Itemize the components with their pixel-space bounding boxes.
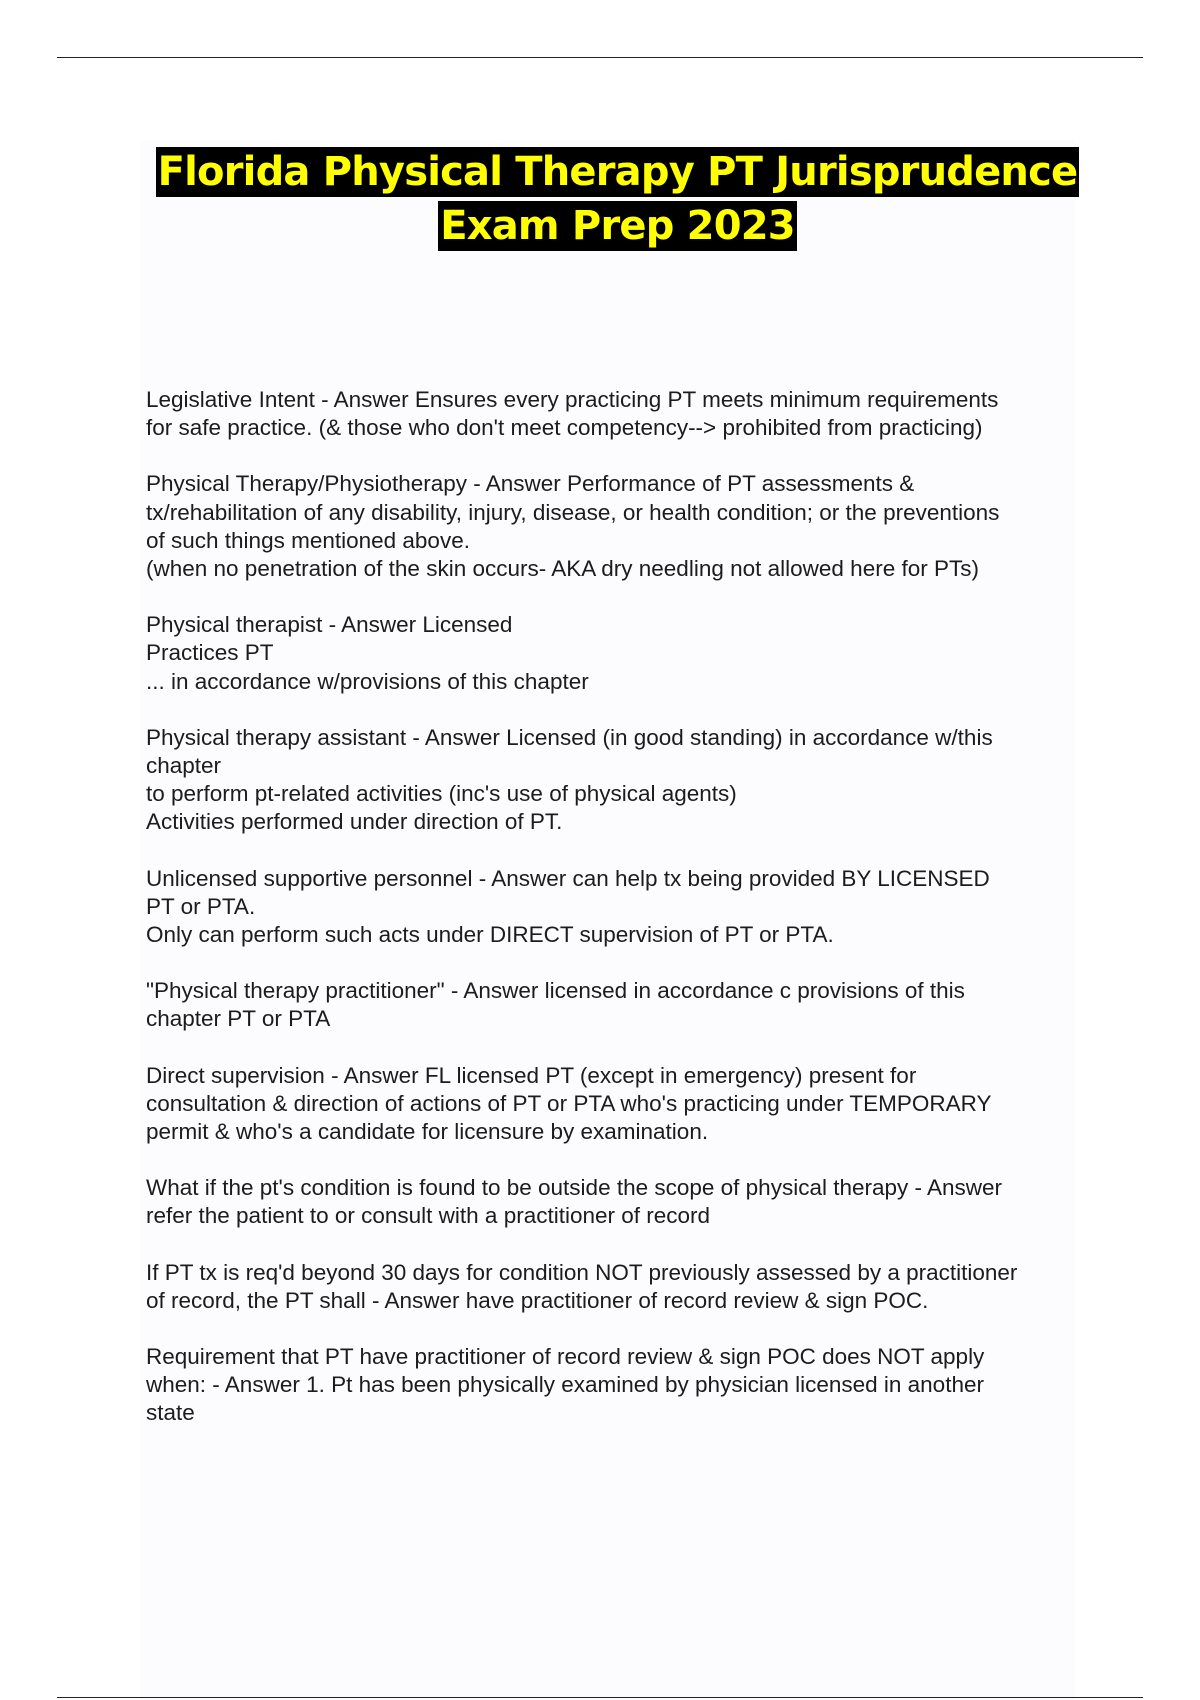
qa-entry-physical-therapist: Physical therapist - Answer Licensed Practices PT ... in accordance w/provisions of this chapter	[146, 612, 589, 694]
qa-entry-30-days: If PT tx is req'd beyond 30 days for condition NOT previously assessed by a practitioner of record, the PT shall - Answer have practitioner of record review & sign POC.	[146, 1259, 1018, 1313]
qa-entry-direct-supervision: Direct supervision - Answer FL licensed PT (except in emergency) present for consultation & direction of actions of PT or PTA who's practicing under TEMPORARY permit & who's a candidate for licensure by examination.	[146, 1062, 992, 1145]
top-rule	[57, 57, 1143, 58]
qa-entry-poc-exception: Requirement that PT have practitioner of record review & sign POC does NOT apply when: - Answer 1. Pt has been physically examined by physician licensed in another state	[146, 1344, 985, 1426]
bottom-rule	[57, 1697, 1143, 1698]
title-block	[120, 145, 1115, 253]
qa-entry-physical-therapy-assistant: Physical therapy assistant - Answer Licensed (in good standing) in accordance w/this chapter to perform pt-related activities (inc's use of physical agents) Activities performed under direction of PT.	[146, 724, 993, 835]
qa-entry-unlicensed-personnel: Unlicensed supportive personnel - Answer can help tx being provided BY LICENSED PT or PTA. Only can perform such acts under DIRECT supervision of PT or PTA.	[146, 865, 990, 948]
qa-entry-legislative-intent: Legislative Intent - Answer Ensures every practicing PT meets minimum requirements for safe practice. (& those who don't meet competency--> prohibited from practicing)	[146, 387, 999, 441]
qa-list	[146, 386, 1091, 1456]
qa-entry-practitioner: "Physical therapy practitioner" - Answer licensed in accordance c provisions of this chapter PT or PTA	[146, 978, 965, 1032]
qa-entry-outside-scope: What if the pt's condition is found to be outside the scope of physical therapy - Answer refer the patient to or consult with a practitioner of record	[146, 1175, 1003, 1229]
qa-entry-physical-therapy: Physical Therapy/Physiotherapy - Answer Performance of PT assessments & tx/rehabilitation of any disability, injury, disease, or health condition; or the preventions of such things mentioned above. (when no penetration of the skin occurs- AKA dry needling not allowed here for PTs)	[146, 471, 1000, 582]
document-title: Florida Physical Therapy PT Jurisprudence Exam Prep 2023	[157, 149, 1078, 249]
